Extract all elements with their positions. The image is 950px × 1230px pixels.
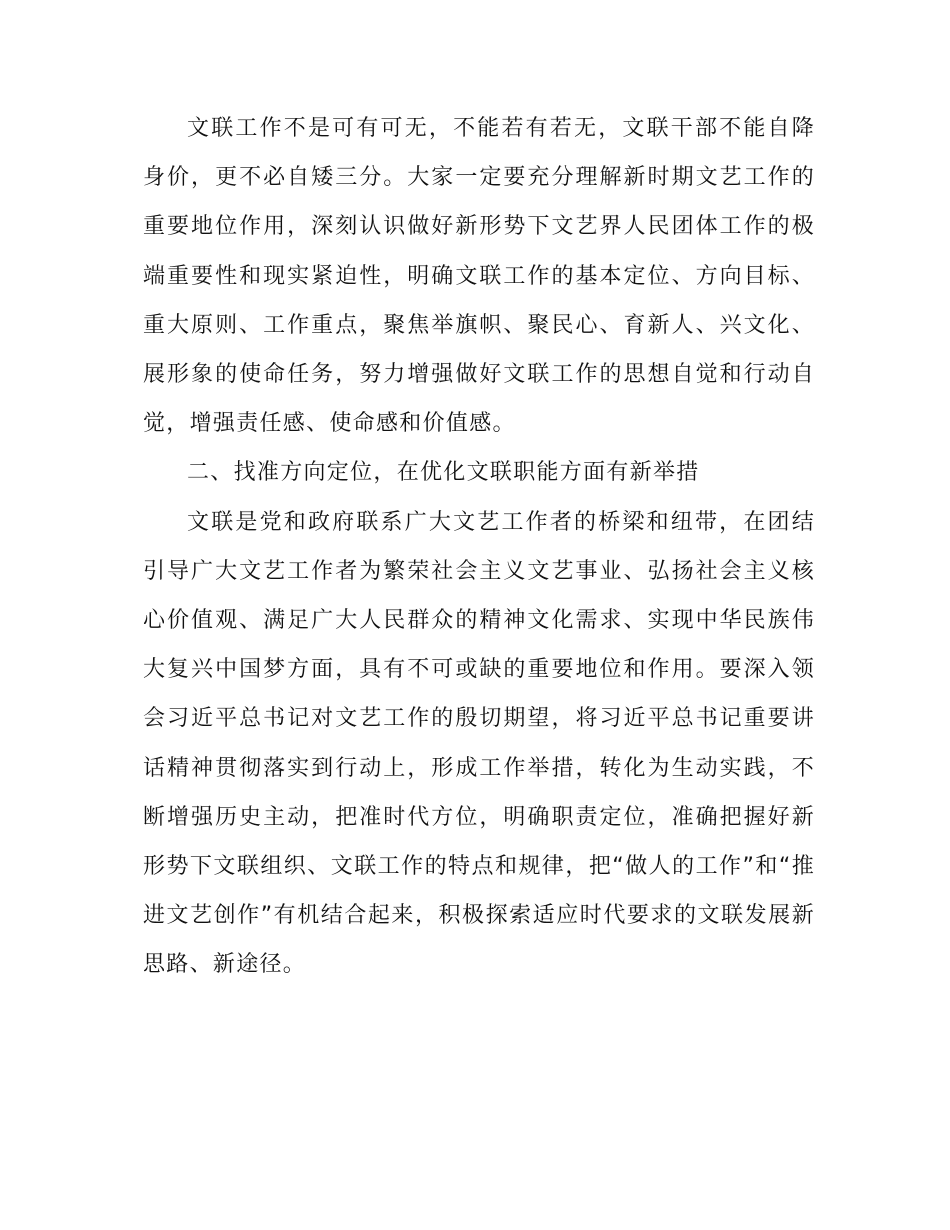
document-body bbox=[143, 104, 815, 990]
paragraph-2: 文联是党和政府联系广大文艺工作者的桥梁和纽带，在团结引导广大文艺工作者为繁荣社会主义文艺事业、弘扬社会主义核心价值观、满足广大人民群众的精神文化需求、实现中华民族伟大复兴中国梦方面，具有不可或缺的重要地位和作用。要深入领会习近平总书记对文艺工作的殷切期望，将习近平总书记重要讲话精神贯彻落实到行动上，形成工作举措，转化为生动实践，不断增强历史主动，把准时代方位，明确职责定位，准确把握好新形势下文联组织、文联工作的特点和规律，把“做人的工作”和“推进文艺创作”有机结合起来，积极探索适应时代要求的文联发展新思路、新途径。 bbox=[143, 509, 815, 978]
paragraph-1: 文联工作不是可有可无，不能若有若无，文联干部不能自降身价，更不必自矮三分。大家一定要充分理解新时期文艺工作的重要地位作用，深刻认识做好新形势下文艺界人民团体工作的极端重要性和现实紧迫性，明确文联工作的基本定位、方向目标、重大原则、工作重点，聚焦举旗帜、聚民心、育新人、兴文化、展形象的使命任务，努力增强做好文联工作的思想自觉和行动自觉，增强责任感、使命感和价值感。 bbox=[143, 116, 815, 437]
section-heading: 二、找准方向定位，在优化文联职能方面有新举措 bbox=[187, 460, 700, 486]
